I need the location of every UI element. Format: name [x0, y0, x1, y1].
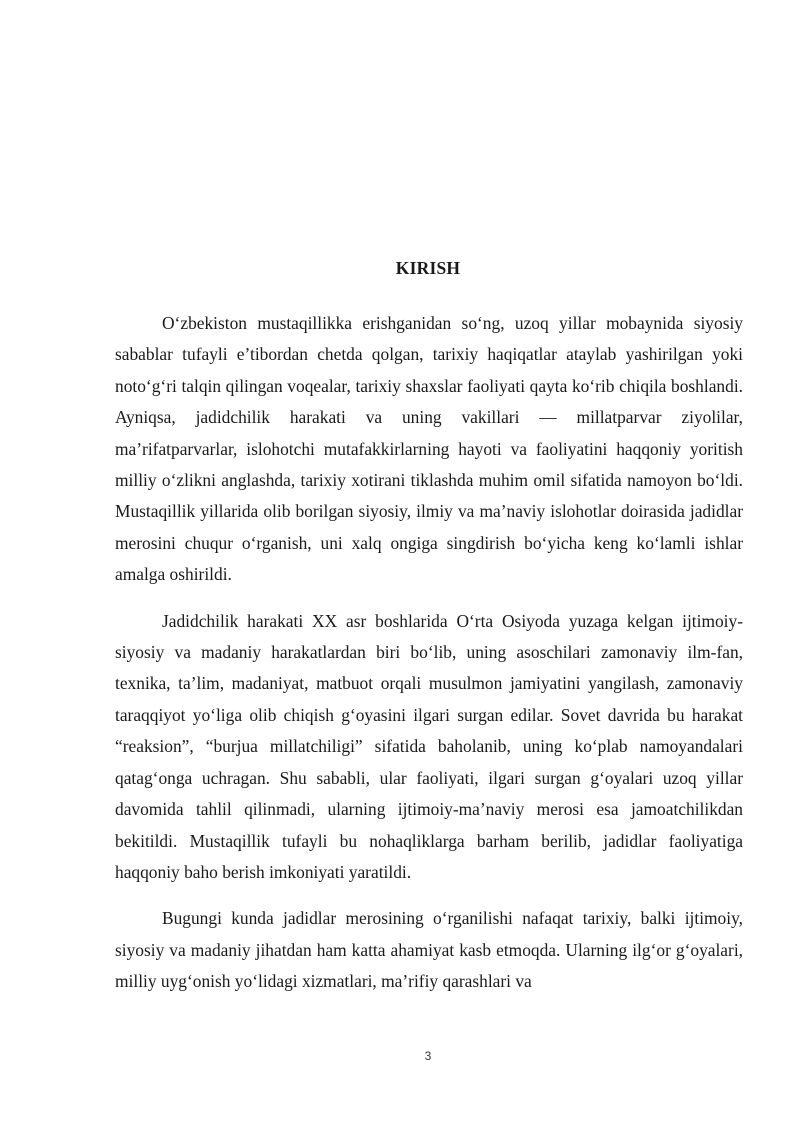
- page-number: 3: [424, 1049, 432, 1063]
- paragraph-2: Jadidchilik harakati XX asr boshlarida O‘rta Osiyoda yuzaga kelgan ijtimoiy-siyosiy va madaniy harakatlardan biri bo‘lib, uning asoschilari zamonaviy ilm-fan, texnika, ta’lim, madaniyat, matbuot orqali musulmon jamiyatini yangilash, zamonaviy taraqqiyot yo‘liga olib chiqish g‘oyasini ilgari surgan edilar. Sovet davrida bu harakat “reaksion”, “burjua millatchiligi” sifatida baholanib, uning ko‘plab namoyandalari qatag‘onga uchragan. Shu sababli, ular faoliyati, ilgari surgan g‘oyalari uzoq yillar davomida tahlil qilinmadi, ularning ijtimoiy-ma’naviy merosi esa jamoatchilikdan bekitildi. Mustaqillik tufayli bu nohaqliklarga barham berilib, jadidlar faoliyatiga haqqoniy baho berish imkoniyati yaratildi.: [115, 610, 743, 882]
- section-heading: KIRISH: [395, 258, 461, 278]
- paragraph-1: O‘zbekiston mustaqillikka erishganidan so‘ng, uzoq yillar mobaynida siyosiy sabablar tufayli e’tibordan chetda qolgan, tarixiy haqiqatlar ataylab yashirilgan yoki noto‘g‘ri talqin qilingan voqealar, tarixiy shaxslar faoliyati qayta ko‘rib chiqila boshlandi. Ayniqsa, jadidchilik harakati va uning vakillari — millatparvar ziyolilar, ma’rifatparvarlar, islohotchi mutafakkirlarning hayoti va faoliyatini haqqoniy yoritish milliy o‘zlikni anglashda, tarixiy xotirani tiklashda muhim omil sifatida namoyon bo‘ldi. Mustaqillik yillarida olib borilgan siyosiy, ilmiy va ma’naviy islohotlar doirasida jadidlar merosini chuqur o‘rganish, uni xalq ongiga singdirish bo‘yicha keng ko‘lamli ishlar amalga oshirildi.: [115, 313, 743, 585]
- paragraph-3: Bugungi kunda jadidlar merosining o‘rganilishi nafaqat tarixiy, balki ijtimoiy, siyosiy va madaniy jihatdan ham katta ahamiyat kasb etmoqda. Ularning ilg‘or g‘oyalari, milliy uyg‘onish yo‘lidagi xizmatlari, ma’rifiy qarashlari va: [115, 908, 743, 992]
- body-text: [115, 308, 743, 1013]
